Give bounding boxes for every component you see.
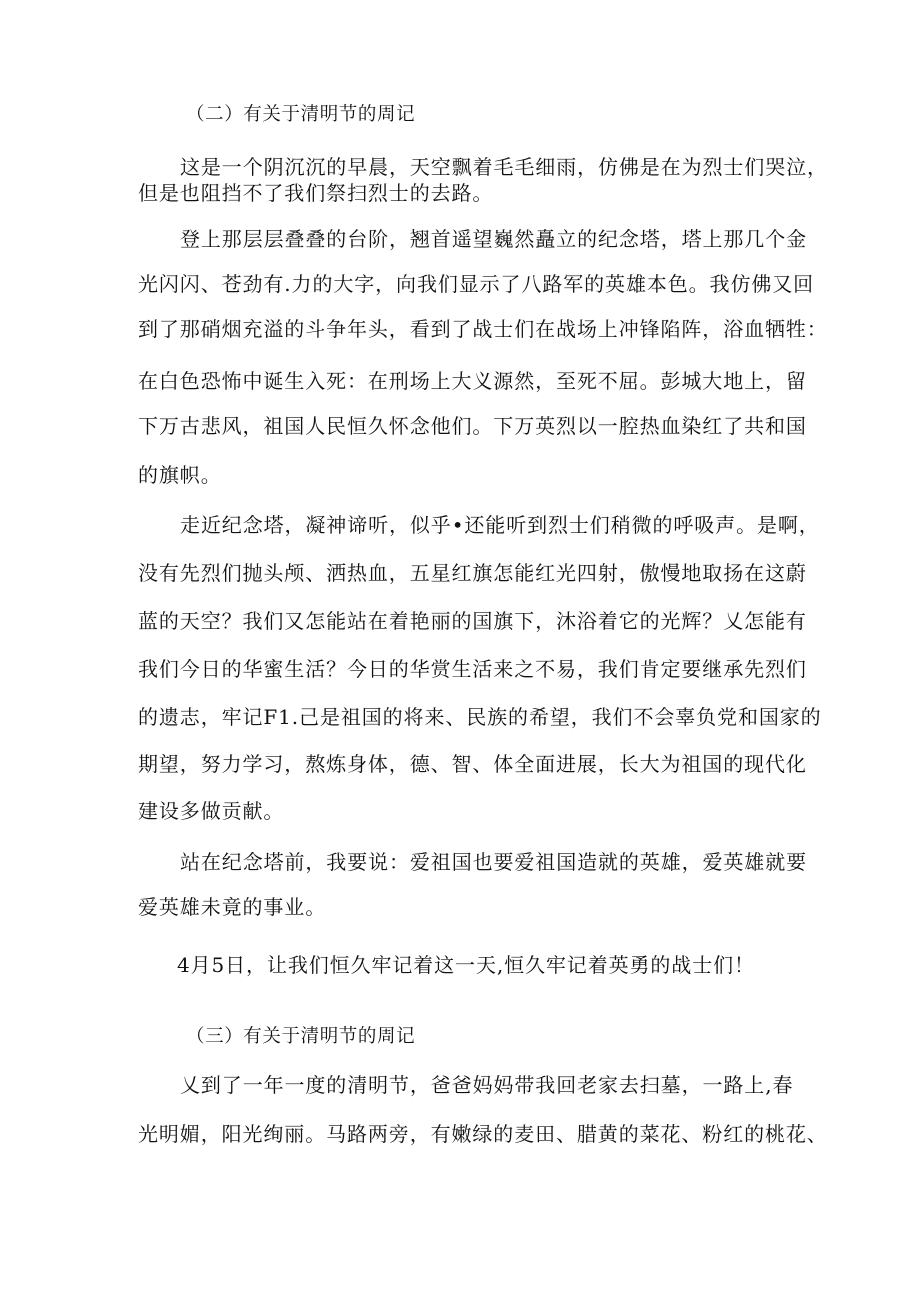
paragraph-line: 蓝的天空？我们又怎能站在着艳丽的国旗下，沐浴着它的光辉？乂怎能有	[138, 609, 807, 633]
paragraph-line: 没有先烈们抛头颅、洒热血，五星红旗怎能红光四射，傲慢地取扬在这蔚	[138, 561, 807, 585]
paragraph-line: 爱英雄未竟的事业。	[138, 895, 327, 919]
section-heading: （三）有关于清明节的周记	[186, 1026, 416, 1047]
paragraph-line: 这是一个阴沉沉的早晨，天空飘着毛毛细雨，仿佛是在为烈士们哭泣，	[180, 155, 828, 179]
paragraph-line: 光闪闪、苍劲有.力的大字，向我们显示了八路军的英雄本色。我仿佛又回	[138, 272, 815, 296]
paragraph-line: 光明媚，阳光绚丽。马路两旁，有嫩绿的麦田、腊黄的菜花、粉红的桃花、	[138, 1122, 828, 1146]
paragraph-line: 站在纪念塔前，我要说：爱祖国也要爱祖国造就的英雄，爱英雄就要	[180, 850, 807, 874]
paragraph-line: 的旗帜。	[138, 463, 222, 487]
paragraph-line: 乂到了一年一度的清明节，爸爸妈妈带我回老家去扫墓，一路上,春	[180, 1073, 794, 1097]
paragraph-line: 走近纪念塔，凝神谛听，似乎•还能听到烈士们稍微的呼吸声。是啊，	[180, 513, 820, 537]
paragraph-line: 登上那层层叠叠的台阶，翘首遥望巍然矗立的纪念塔，塔上那几个金	[180, 227, 807, 251]
paragraph-line: 但是也阻挡不了我们祭扫烈士的去路。	[138, 181, 494, 205]
paragraph-line: 建设多做贡献。	[138, 799, 285, 823]
paragraph-line: 我们今日的华蜜生活？今日的华赏生活来之不易，我们肯定要继承先烈们	[138, 657, 807, 681]
paragraph-line: 4月5日，让我们恒久牢记着这一天,恒久牢记着英勇的战士们！	[177, 953, 755, 977]
paragraph-line: 到了那硝烟充溢的斗争年头，看到了战士们在战场上冲锋陷阵，浴血牺牲：	[138, 317, 828, 341]
paragraph-line: 的遗志，牢记F1.己是祖国的将来、民族的希望，我们不会辜负党和国家的	[138, 705, 822, 729]
paragraph-line: 下万古悲风，祖国人民恒久怀念他们。下万英烈以一腔热血染红了共和国	[138, 414, 807, 438]
paragraph-line: 期望，努力学习，熬炼身体，德、智、体全面进展，长大为祖国的现代化	[138, 752, 807, 776]
section-heading: （二）有关于清明节的周记	[186, 104, 416, 125]
paragraph-line: 在白色恐怖中诞生入死：在刑场上大义源然，至死不屈。彭城大地上，留	[138, 369, 807, 393]
